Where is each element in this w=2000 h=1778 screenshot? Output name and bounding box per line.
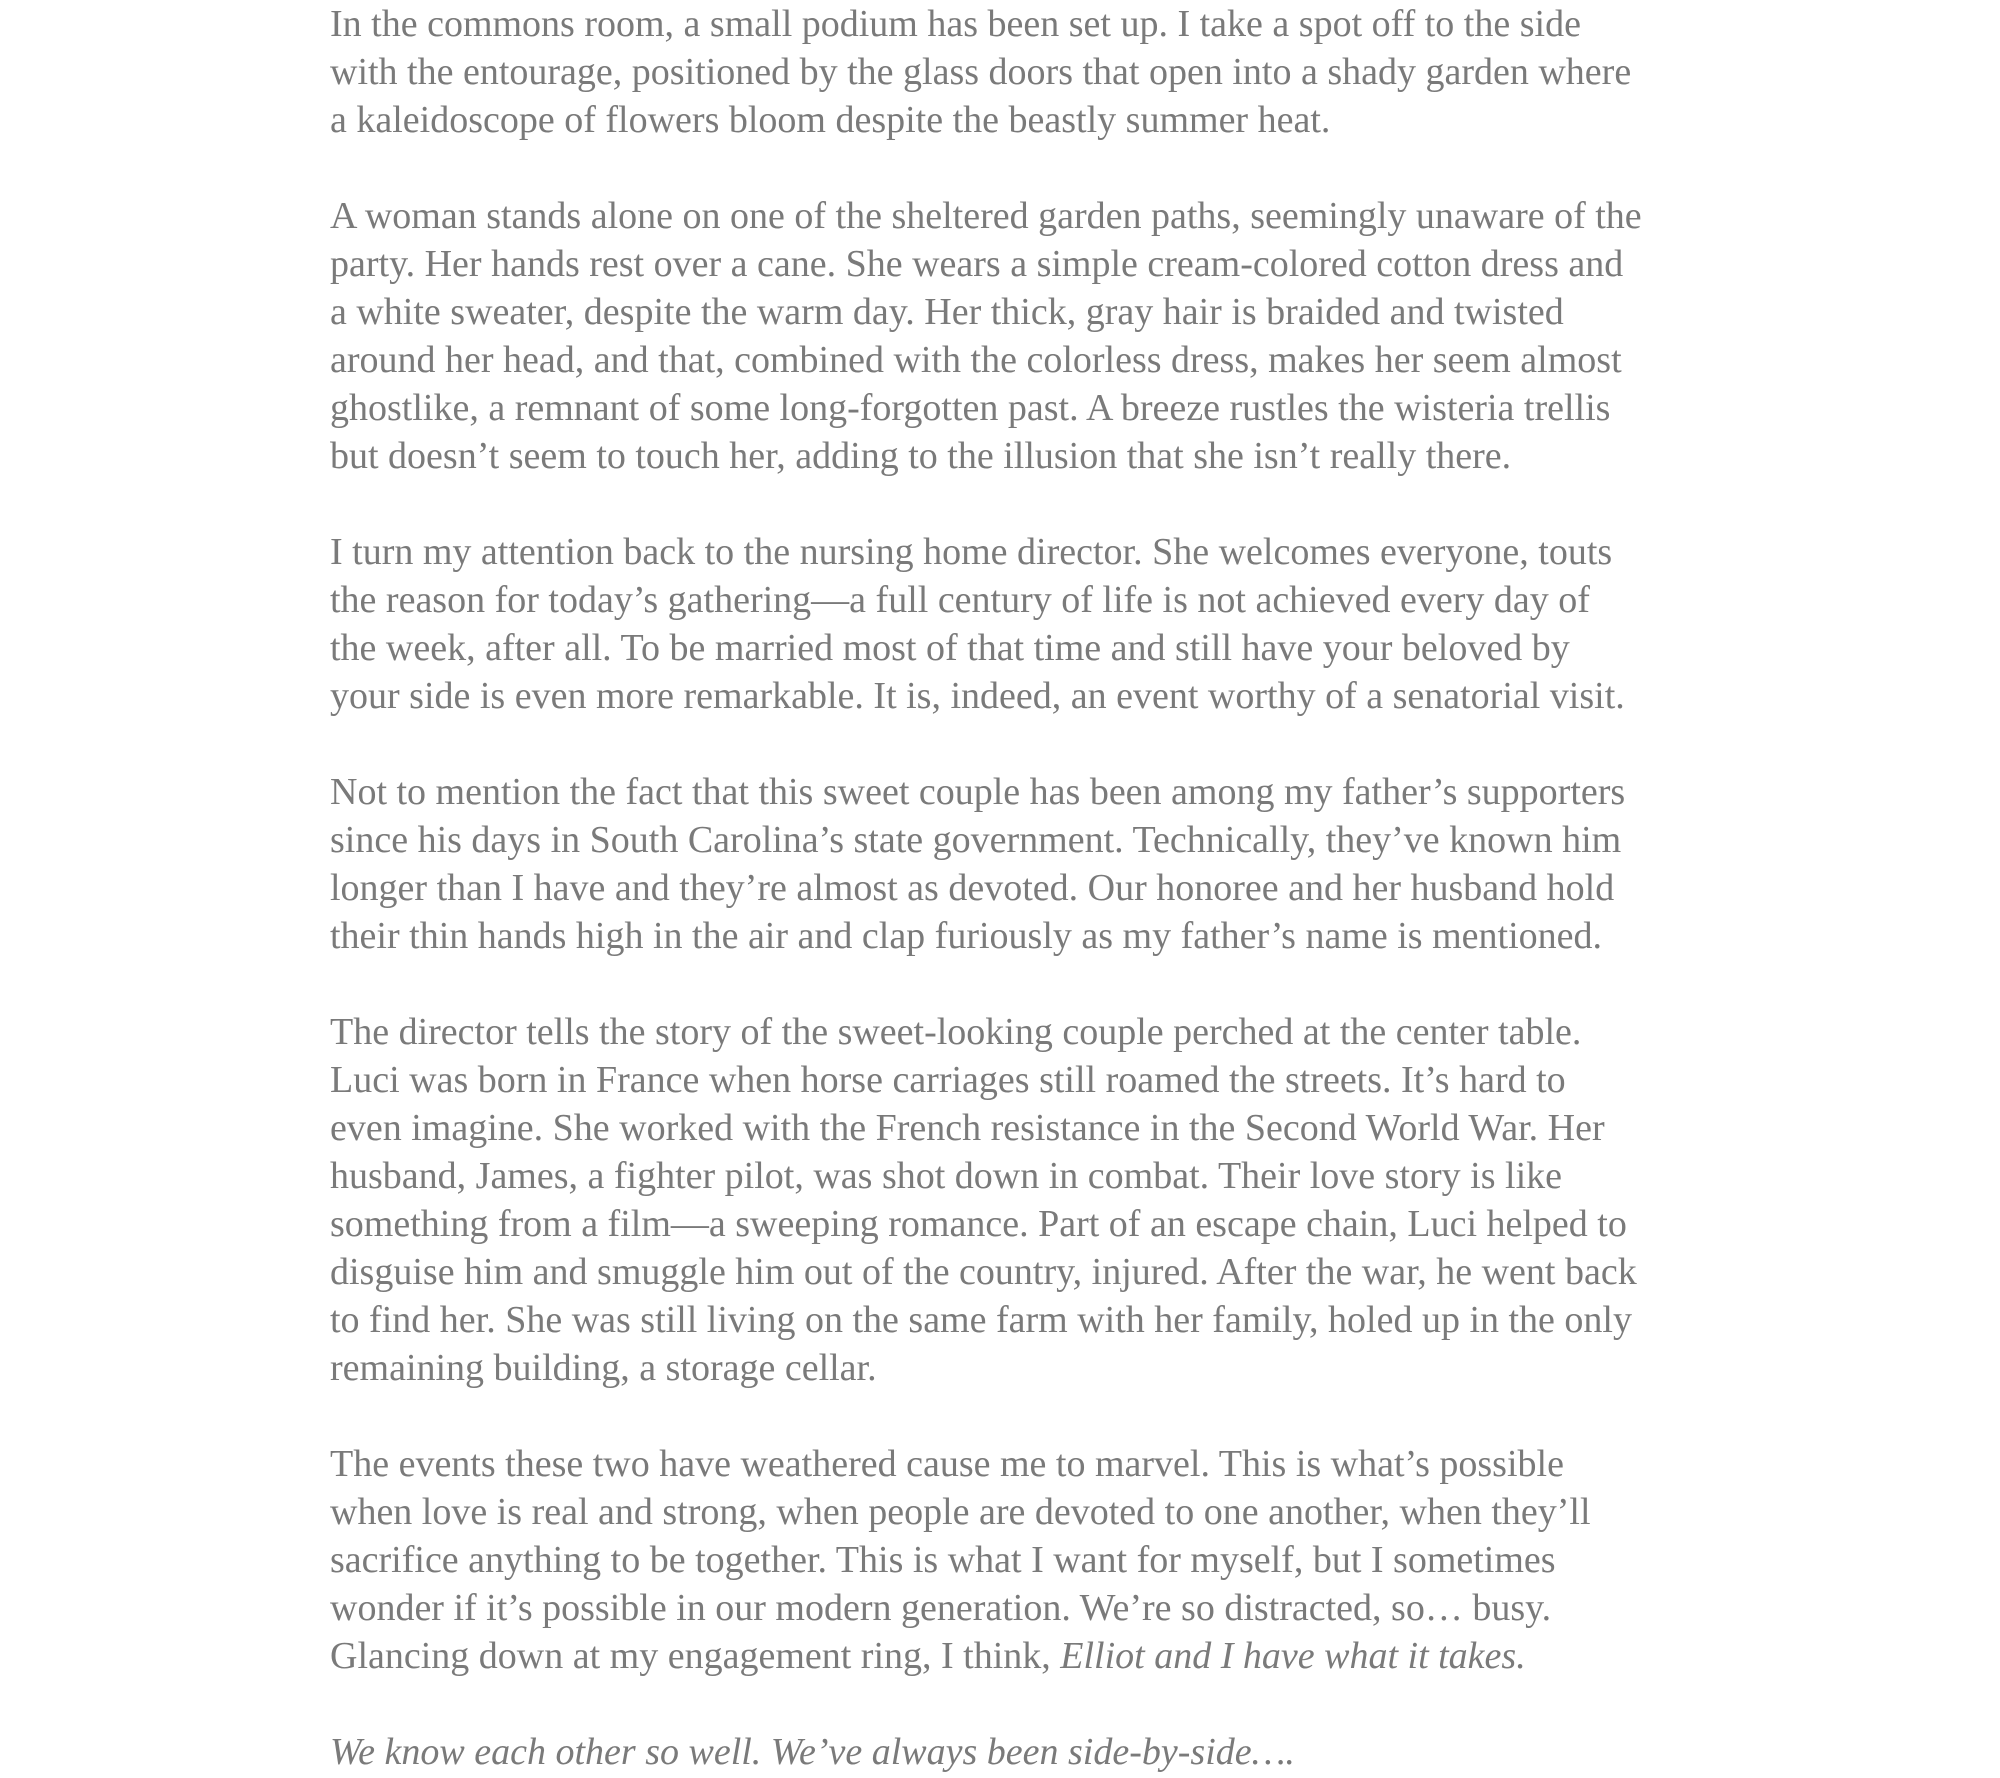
text-run: ghostlike, a remnant of some long-forgotten past. A breeze rustles the wisteria trellis: [330, 387, 1611, 429]
text-run: something from a film—a sweeping romance. Part of an escape chain, Luci helped to: [330, 1203, 1627, 1245]
text-run: but doesn’t seem to touch her, adding to the illusion that she isn’t really there.: [330, 435, 1512, 477]
text-line: [330, 48, 1730, 96]
text-line: [330, 1728, 1730, 1776]
paragraph: [330, 1440, 1730, 1680]
text-line: [330, 1056, 1730, 1104]
text-line: [330, 912, 1730, 960]
text-line: [330, 1344, 1730, 1392]
text-line: [330, 288, 1730, 336]
text-line: [330, 1440, 1730, 1488]
paragraph: [330, 192, 1730, 480]
text-run: I turn my attention back to the nursing home director. She welcomes everyone, touts: [330, 531, 1613, 573]
text-run: when love is real and strong, when people are devoted to one another, when they’ll: [330, 1491, 1591, 1533]
text-run: In the commons room, a small podium has been set up. I take a spot off to the side: [330, 3, 1581, 45]
text-line: [330, 576, 1730, 624]
text-run: with the entourage, positioned by the glass doors that open into a shady garden where: [330, 51, 1632, 93]
text-run: Luci was born in France when horse carriages still roamed the streets. It’s hard to: [330, 1059, 1566, 1101]
text-line: [330, 1488, 1730, 1536]
text-line: [330, 528, 1730, 576]
text-content: [330, 0, 1730, 1778]
text-line: [330, 0, 1730, 48]
text-line: [330, 96, 1730, 144]
text-run: a kaleidoscope of flowers bloom despite the beastly summer heat.: [330, 99, 1331, 141]
text-line: [330, 336, 1730, 384]
paragraph: [330, 768, 1730, 960]
text-run: A woman stands alone on one of the sheltered garden paths, seemingly unaware of the: [330, 195, 1642, 237]
text-line: [330, 1104, 1730, 1152]
text-run: a white sweater, despite the warm day. Her thick, gray hair is braided and twisted: [330, 291, 1564, 333]
text-line: [330, 672, 1730, 720]
text-line: [330, 1200, 1730, 1248]
italic-text-run: Elliot and I have what it takes.: [1060, 1635, 1526, 1677]
text-run: Glancing down at my engagement ring, I think,: [330, 1635, 1061, 1677]
text-line: [330, 384, 1730, 432]
italic-text-run: We know each other so well. We’ve always been side-by-side….: [330, 1731, 1295, 1773]
text-run: sacrifice anything to be together. This is what I want for myself, but I sometimes: [330, 1539, 1556, 1581]
paragraph: [330, 528, 1730, 720]
text-line: [330, 1536, 1730, 1584]
text-line: [330, 864, 1730, 912]
text-run: even imagine. She worked with the French resistance in the Second World War. Her: [330, 1107, 1605, 1149]
text-run: to find her. She was still living on the same farm with her family, holed up in the only: [330, 1299, 1632, 1341]
text-line: [330, 768, 1730, 816]
text-run: husband, James, a fighter pilot, was shot down in combat. Their love story is like: [330, 1155, 1562, 1197]
text-line: [330, 432, 1730, 480]
paragraph: [330, 0, 1730, 144]
text-run: disguise him and smuggle him out of the country, injured. After the war, he went back: [330, 1251, 1637, 1293]
text-line: [330, 192, 1730, 240]
text-run: party. Her hands rest over a cane. She wears a simple cream-colored cotton dress and: [330, 243, 1624, 285]
text-line: [330, 1584, 1730, 1632]
text-line: [330, 1632, 1730, 1680]
text-run: The events these two have weathered cause me to marvel. This is what’s possible: [330, 1443, 1564, 1485]
text-line: [330, 1248, 1730, 1296]
paragraph: [330, 1008, 1730, 1392]
text-run: their thin hands high in the air and clap furiously as my father’s name is mentioned.: [330, 915, 1602, 957]
text-run: remaining building, a storage cellar.: [330, 1347, 877, 1389]
text-run: wonder if it’s possible in our modern generation. We’re so distracted, so… busy.: [330, 1587, 1552, 1629]
text-line: [330, 624, 1730, 672]
text-run: your side is even more remarkable. It is, indeed, an event worthy of a senatorial visit.: [330, 675, 1625, 717]
text-line: [330, 1152, 1730, 1200]
text-run: the reason for today’s gathering—a full century of life is not achieved every day of: [330, 579, 1590, 621]
text-run: Not to mention the fact that this sweet couple has been among my father’s supporters: [330, 771, 1626, 813]
text-run: around her head, and that, combined with the colorless dress, makes her seem almost: [330, 339, 1622, 381]
text-line: [330, 1296, 1730, 1344]
text-run: since his days in South Carolina’s state government. Technically, they’ve known him: [330, 819, 1622, 861]
text-run: the week, after all. To be married most of that time and still have your beloved by: [330, 627, 1570, 669]
text-line: [330, 1008, 1730, 1056]
text-line: [330, 816, 1730, 864]
paragraph: [330, 1728, 1730, 1776]
text-run: longer than I have and they’re almost as devoted. Our honoree and her husband hold: [330, 867, 1615, 909]
text-run: The director tells the story of the sweet-looking couple perched at the center table.: [330, 1011, 1582, 1053]
text-line: [330, 240, 1730, 288]
